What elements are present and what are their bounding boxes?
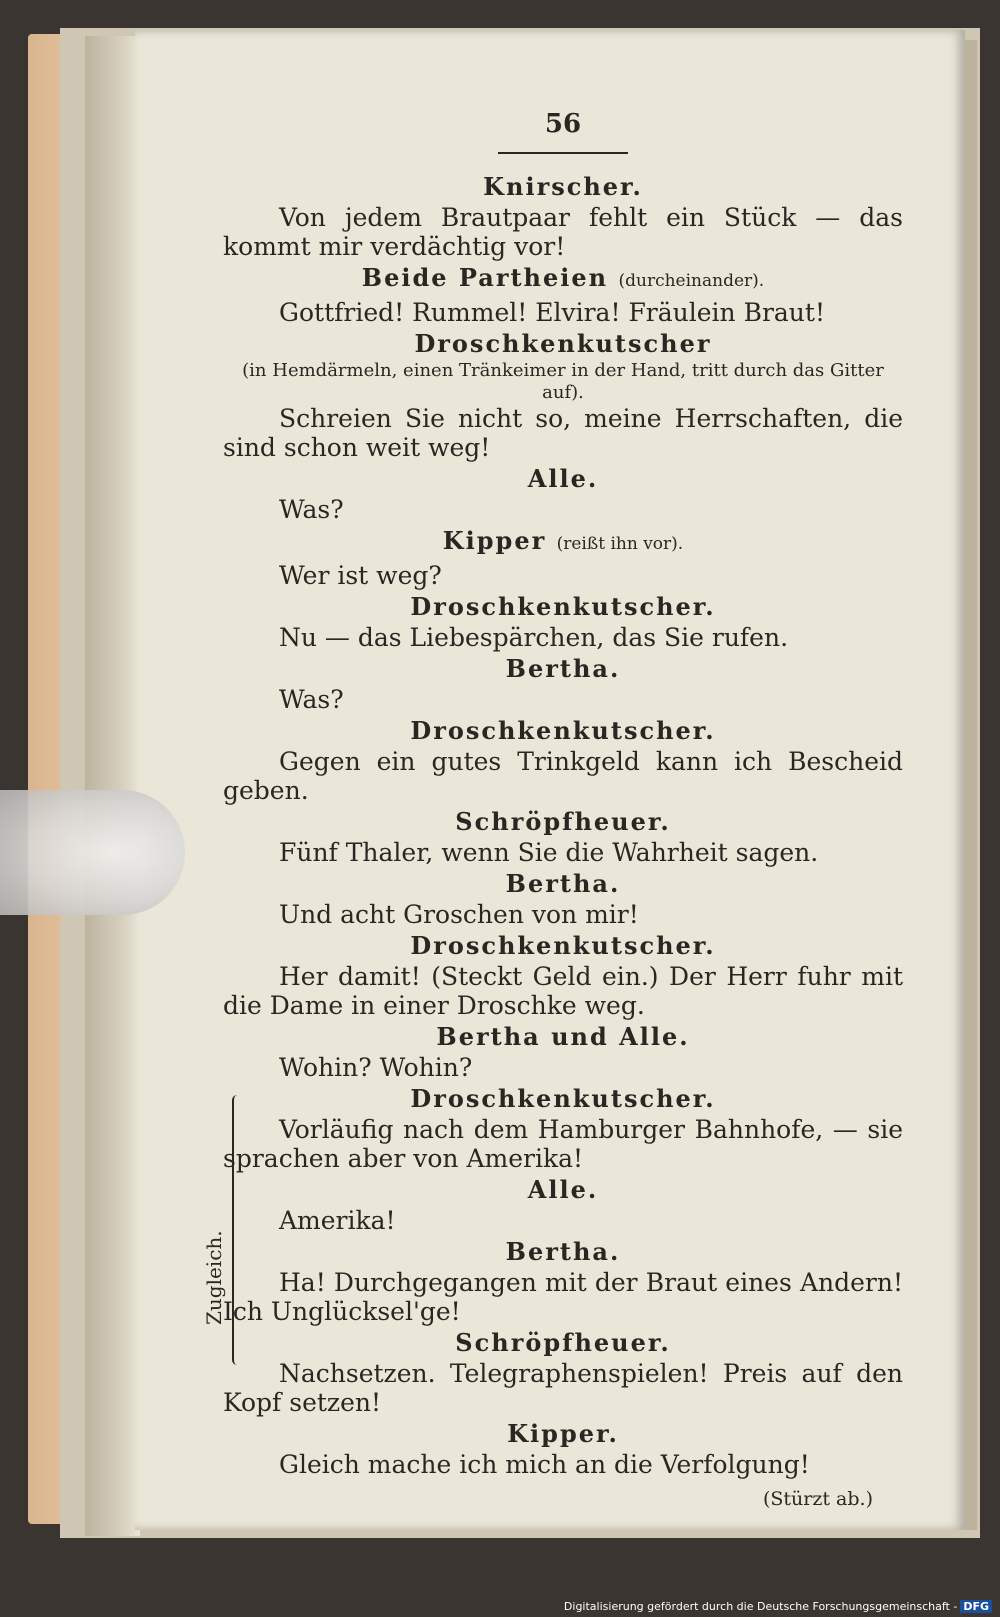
dialogue-line: Ha! Durchgegangen mit der Braut eines Andern! Ich Unglücksel'ge! bbox=[223, 1268, 903, 1326]
speaker-name bbox=[223, 526, 903, 559]
dialogue-line: Fünf Thaler, wenn Sie die Wahrheit sagen. bbox=[279, 838, 819, 867]
speaker-name bbox=[223, 1419, 903, 1448]
speaker-label: Bertha und Alle. bbox=[436, 1022, 690, 1051]
page-right-edge bbox=[965, 40, 977, 1530]
simultaneous-label: Zugleich. bbox=[202, 1230, 226, 1325]
speaker-label: Droschkenkutscher. bbox=[410, 592, 716, 621]
dialogue-line: Amerika! bbox=[279, 1206, 396, 1235]
speaker-label: Knirscher. bbox=[483, 172, 643, 201]
speaker-name bbox=[223, 716, 903, 745]
speaker-label: Alle. bbox=[527, 464, 599, 493]
dialogue-line: Schreien Sie nicht so, meine Herrschaften, die sind schon weit weg! bbox=[223, 404, 903, 462]
speaker-direction: (durcheinander). bbox=[618, 271, 765, 291]
speaker-label: Bertha. bbox=[505, 869, 621, 898]
exit-direction: (Stürzt ab.) bbox=[762, 1488, 873, 1510]
speaker-label: Kipper bbox=[442, 526, 547, 555]
speaker-label: Schröpfheuer. bbox=[455, 807, 671, 836]
stage-direction: (in Hemdärmeln, einen Tränkeimer in der Hand, tritt durch das Gitter auf). bbox=[242, 360, 884, 403]
page-number-rule bbox=[498, 152, 628, 154]
simultaneous-brace bbox=[232, 1095, 242, 1365]
speaker-name bbox=[223, 1328, 903, 1357]
dialogue-line: Was? bbox=[279, 495, 344, 524]
speaker-name bbox=[223, 1175, 903, 1204]
dialogue-line: Gleich mache ich mich an die Verfolgung! bbox=[279, 1450, 810, 1479]
speaker-label: Kipper. bbox=[507, 1419, 619, 1448]
dfg-logo: DFG bbox=[960, 1600, 992, 1613]
scanner-finger-shadow bbox=[0, 790, 185, 915]
speaker-label: Droschkenkutscher. bbox=[410, 716, 716, 745]
dialogue-line: Gegen ein gutes Trinkgeld kann ich Bescheid geben. bbox=[223, 747, 903, 805]
page-number: 56 bbox=[544, 109, 582, 139]
speaker-name bbox=[223, 172, 903, 201]
speaker-label: Bertha. bbox=[505, 654, 621, 683]
dialogue-line: Nachsetzen. Telegraphenspielen! Preis auf den Kopf setzen! bbox=[223, 1359, 903, 1417]
dialogue-line: Her damit! (Steckt Geld ein.) Der Herr fuhr mit die Dame in einer Droschke weg. bbox=[223, 962, 903, 1020]
dialogue-line: Gottfried! Rummel! Elvira! Fräulein Braut! bbox=[279, 298, 825, 327]
speaker-name bbox=[223, 263, 903, 296]
speaker-label: Droschkenkutscher. bbox=[410, 1084, 716, 1113]
page-text bbox=[223, 110, 903, 1514]
speaker-label: Alle. bbox=[527, 1175, 599, 1204]
speaker-name bbox=[223, 807, 903, 836]
speaker-name bbox=[223, 1237, 903, 1266]
dialogue-line: Wer ist weg? bbox=[279, 561, 442, 590]
digitization-footer bbox=[564, 1600, 992, 1613]
speaker-name bbox=[223, 592, 903, 621]
dialogue-line: Vorläufig nach dem Hamburger Bahnhofe, — sie sprachen aber von Amerika! bbox=[223, 1115, 903, 1173]
speaker-name bbox=[223, 869, 903, 898]
speaker-label: Droschkenkutscher. bbox=[410, 931, 716, 960]
dialogue-line: Wohin? Wohin? bbox=[279, 1053, 473, 1082]
simultaneous-marker bbox=[202, 1095, 240, 1365]
dialogue-line: Was? bbox=[279, 685, 344, 714]
footer-text: Digitalisierung gefördert durch die Deutsche Forschungsgemeinschaft - bbox=[563, 1600, 958, 1613]
page-gutter bbox=[85, 36, 140, 1536]
dialogue-line: Nu — das Liebespärchen, das Sie rufen. bbox=[279, 623, 789, 652]
speaker-name bbox=[223, 1022, 903, 1051]
speaker-direction: (reißt ihn vor). bbox=[556, 534, 684, 554]
dialogue-line: Von jedem Brautpaar fehlt ein Stück — das kommt mir verdächtig vor! bbox=[223, 203, 903, 261]
dialogue-line: Und acht Groschen von mir! bbox=[279, 900, 639, 929]
speaker-name bbox=[223, 654, 903, 683]
speaker-name bbox=[223, 1084, 903, 1113]
speaker-name bbox=[223, 329, 903, 358]
play-lines bbox=[223, 172, 903, 1479]
speaker-label: Schröpfheuer. bbox=[455, 1328, 671, 1357]
speaker-label: Beide Partheien bbox=[361, 263, 609, 292]
speaker-name bbox=[223, 931, 903, 960]
speaker-label: Droschkenkutscher bbox=[414, 329, 712, 358]
speaker-name bbox=[223, 464, 903, 493]
speaker-label: Bertha. bbox=[505, 1237, 621, 1266]
